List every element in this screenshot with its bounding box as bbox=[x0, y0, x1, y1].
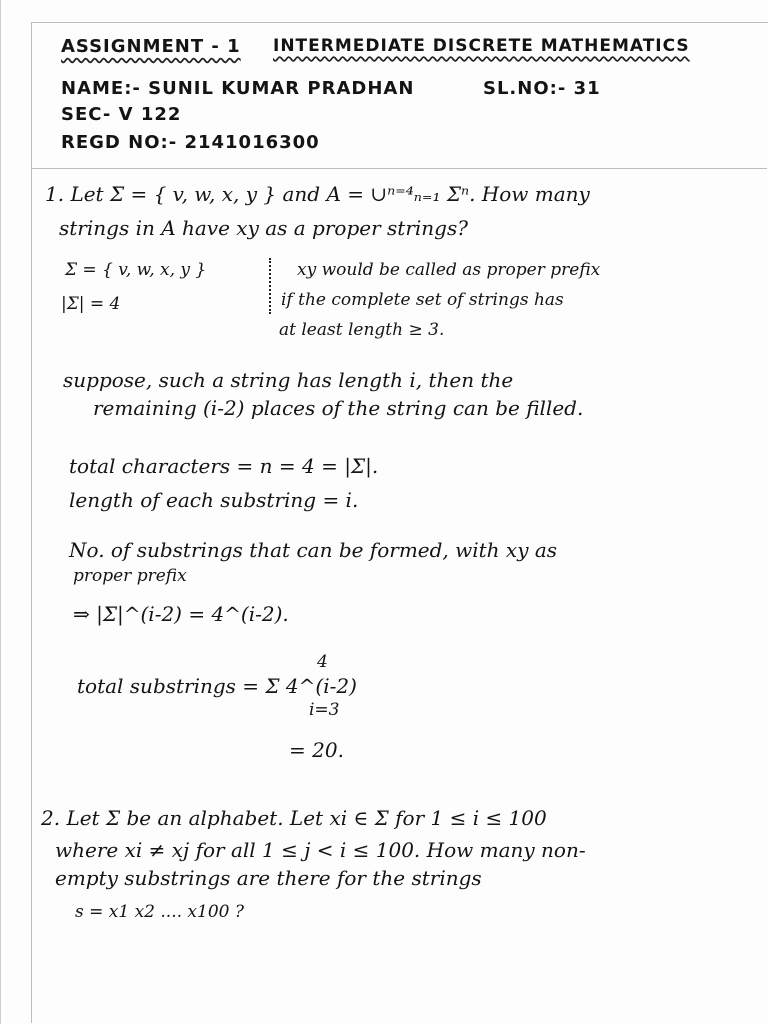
serial-number: SL.NO:- 31 bbox=[483, 78, 601, 99]
section: SEC- V 122 bbox=[61, 104, 182, 125]
suppose-line-1: suppose, such a string has length i, then the bbox=[63, 368, 514, 392]
substring-length: length of each substring = i. bbox=[69, 488, 359, 512]
sum-lower-limit: i=3 bbox=[309, 700, 340, 720]
alphabet-set: Σ = { v, w, x, y } bbox=[65, 260, 207, 280]
power-expression: ⇒ |Σ|^(i-2) = 4^(i-2). bbox=[73, 602, 289, 626]
q2-line-4: s = x1 x2 .... x100 ? bbox=[75, 902, 244, 922]
suppose-line-2: remaining (i-2) places of the string can be filled. bbox=[93, 396, 584, 420]
q2-line-1: 2. Let Σ be an alphabet. Let xi ∈ Σ for 1 ≤ i ≤ 100 bbox=[41, 806, 547, 830]
column-divider bbox=[269, 258, 271, 314]
total-characters: total characters = n = 4 = |Σ|. bbox=[69, 454, 379, 478]
assignment-title: ASSIGNMENT - 1 bbox=[61, 36, 241, 57]
q1-line-2: strings in A have xy as a proper strings? bbox=[59, 216, 468, 240]
num-substrings-1: No. of substrings that can be formed, with xy as bbox=[69, 538, 558, 562]
registration-number: REGD NO:- 2141016300 bbox=[61, 132, 320, 153]
q1-line-1: 1. Let Σ = { v, w, x, y } and A = ∪ⁿ⁼⁴ₙ₌₁ Σⁿ. How many bbox=[45, 182, 590, 206]
sum-upper-limit: 4 bbox=[317, 652, 328, 672]
q2-line-2: where xi ≠ xj for all 1 ≤ j < i ≤ 100. How many non- bbox=[55, 838, 586, 862]
total-substrings: total substrings = Σ 4^(i-2) bbox=[77, 674, 357, 698]
q2-line-3: empty substrings are there for the strings bbox=[55, 866, 482, 890]
prefix-note-2: if the complete set of strings has bbox=[281, 290, 564, 310]
prefix-note-1: xy would be called as proper prefix bbox=[297, 260, 601, 280]
alphabet-size: |Σ| = 4 bbox=[61, 294, 121, 314]
prefix-note-3: at least length ≥ 3. bbox=[279, 320, 445, 340]
q1-result: = 20. bbox=[289, 738, 344, 762]
header-separator bbox=[31, 168, 767, 169]
student-name: NAME:- SUNIL KUMAR PRADHAN bbox=[61, 78, 415, 99]
num-substrings-2: proper prefix bbox=[73, 566, 187, 586]
course-title: INTERMEDIATE DISCRETE MATHEMATICS bbox=[273, 36, 690, 56]
